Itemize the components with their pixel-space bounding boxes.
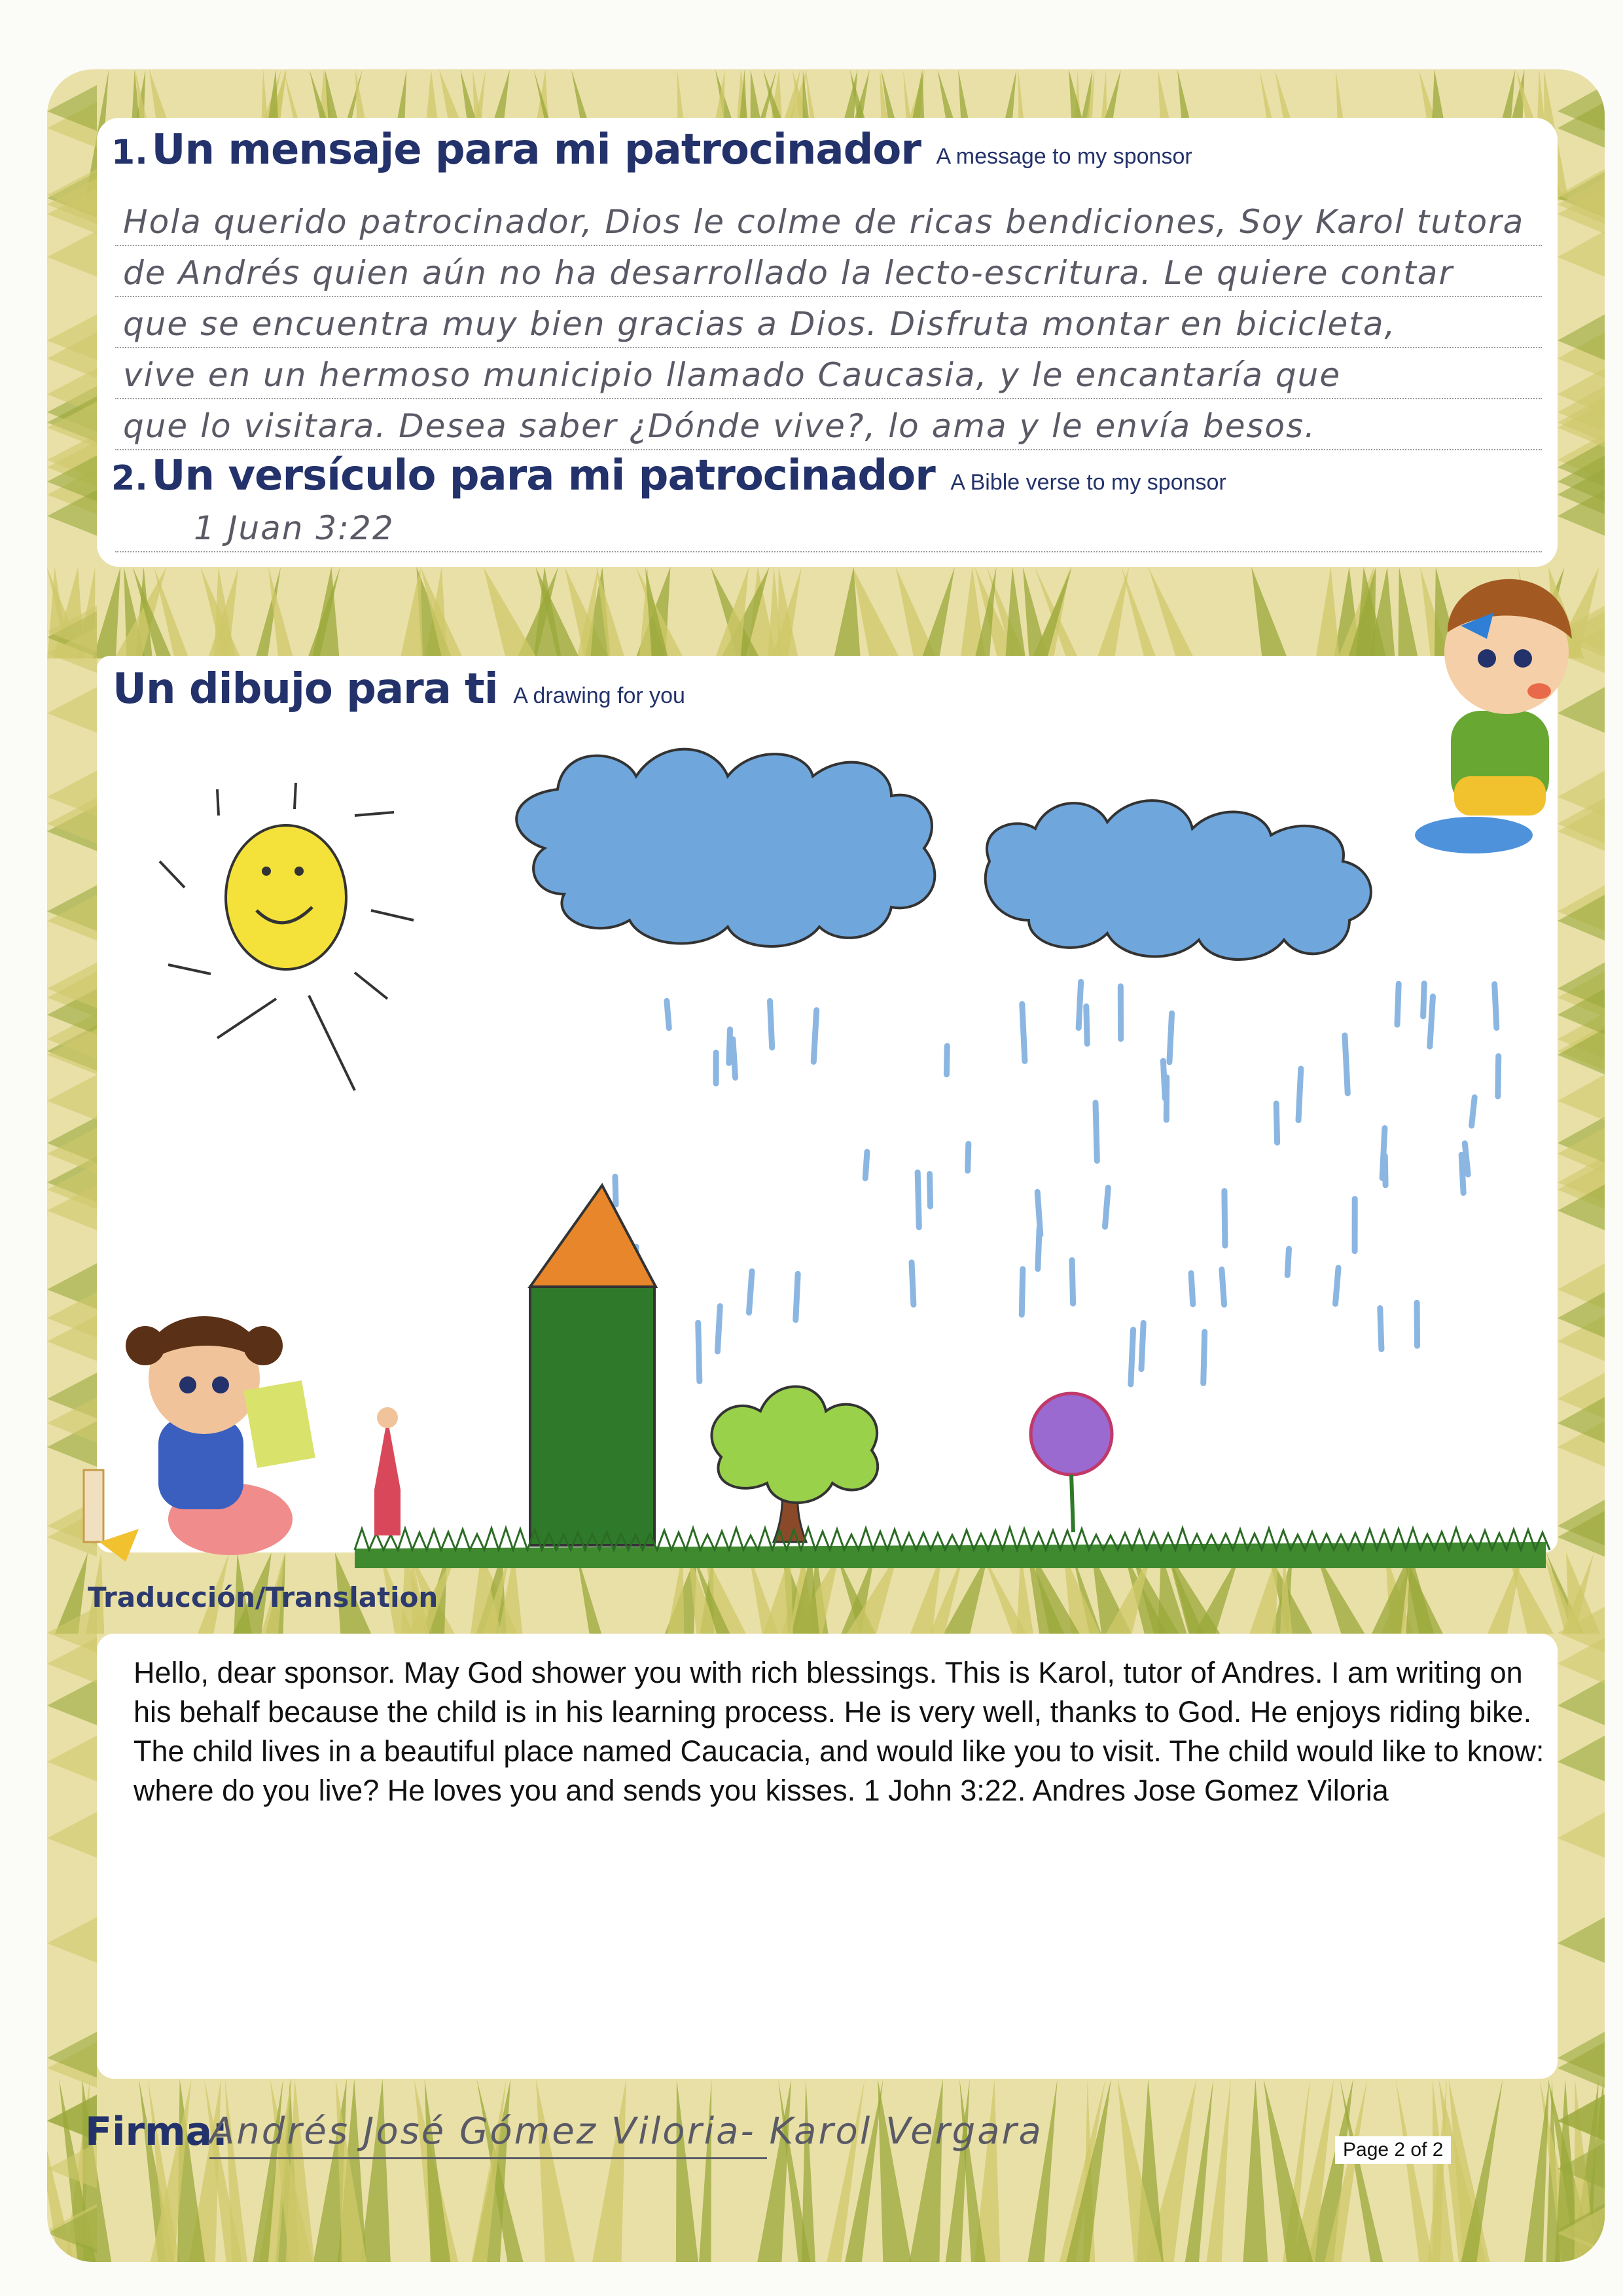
- rain-drop: [729, 1030, 730, 1063]
- rain-drop: [1461, 1155, 1463, 1193]
- rain-drop: [1222, 1270, 1224, 1305]
- verse-text: 1 Juan 3:22: [194, 509, 395, 547]
- rain-drop: [1096, 1103, 1097, 1161]
- message-title: Un mensaje para mi patrocinador: [151, 126, 921, 174]
- signature-line: [209, 2157, 767, 2159]
- child-drawing: [47, 69, 1605, 2262]
- handwritten-text: que lo visitara. Desea saber ¿Dónde vive?, lo ama y le envía besos.: [123, 407, 1317, 445]
- rain-drop: [1224, 1191, 1225, 1246]
- rain-drop: [1022, 1269, 1023, 1315]
- flower-drawing: [1031, 1393, 1112, 1532]
- rain-drop: [1169, 1013, 1172, 1062]
- rain-drop: [1276, 1103, 1277, 1143]
- signature-value: Andrés José Gómez Viloria- Karol Vergara: [209, 2110, 1043, 2153]
- handwritten-text: que se encuentra muy bien gracias a Dios. Disfruta montar en bicicleta,: [123, 305, 1397, 343]
- rain-drop: [1204, 1332, 1205, 1383]
- verse-subtitle: A Bible verse to my sponsor: [950, 470, 1226, 495]
- handwritten-text: Hola querido patrocinador, Dios le colme de ricas bendiciones, Soy Karol tutora: [123, 203, 1525, 241]
- boy-illustration: [1415, 579, 1572, 853]
- rain-drop: [796, 1274, 798, 1319]
- rain-drop: [968, 1144, 969, 1171]
- handwritten-text: vive en un hermoso municipio llamado Caucasia, y le encantaría que: [123, 356, 1342, 394]
- rain-drop: [918, 1172, 919, 1227]
- rain-drop: [1287, 1249, 1289, 1275]
- sun-drawing: [160, 783, 414, 1090]
- cloud-right-drawing: [986, 800, 1371, 960]
- rain-drop: [1423, 984, 1425, 1016]
- rain-drop: [1345, 1035, 1347, 1094]
- rain-drop: [1191, 1273, 1193, 1304]
- verse-number: 2.: [111, 459, 148, 498]
- rain-drop: [1072, 1260, 1073, 1303]
- rain-drop: [1141, 1323, 1143, 1369]
- rain-drop: [1495, 984, 1497, 1028]
- rain-drop: [1131, 1330, 1133, 1384]
- ground-grass-drawing: [355, 1528, 1550, 1568]
- rain-drop: [1465, 1143, 1468, 1175]
- message-subtitle: A message to my sponsor: [936, 144, 1192, 169]
- translation-label: Traducción/Translation: [88, 1581, 438, 1613]
- rain-drop: [1163, 1061, 1165, 1098]
- rain-drop: [930, 1174, 931, 1207]
- rain-drop: [1397, 984, 1399, 1024]
- tree-drawing: [711, 1387, 878, 1543]
- verse-title: Un versículo para mi patrocinador: [151, 452, 935, 500]
- rain-drop: [1336, 1268, 1339, 1304]
- rain-drop: [1022, 1004, 1025, 1061]
- cloud-left-drawing: [516, 749, 935, 946]
- rain-drop: [1380, 1308, 1382, 1350]
- rain-drop: [1472, 1098, 1475, 1126]
- drawing-subtitle: A drawing for you: [513, 683, 685, 708]
- page-frame: [47, 69, 1605, 2262]
- rain-drop: [1038, 1228, 1039, 1269]
- rain-drawing: [615, 982, 1499, 1384]
- rain-drop: [1105, 1188, 1108, 1227]
- translation-text: Hello, dear sponsor. May God shower you with rich blessings. This is Karol, tutor of Andres. I am writing on his behalf because the child is in his learning process. He is very well, thanks to God. He enjoys riding bike. The child lives in a beautiful place named Caucacia, and would like you to visit. The child would like to know: where do you live? He loves you and sends you kisses. 1 John 3:22. Andres Jose Gomez Viloria: [134, 1656, 1544, 1807]
- rain-drop: [770, 1001, 772, 1048]
- rain-drop: [667, 1001, 669, 1028]
- rain-drop: [1086, 1007, 1087, 1044]
- rain-drop: [749, 1271, 753, 1312]
- rain-drop: [615, 1177, 616, 1205]
- rain-drop: [813, 1010, 816, 1062]
- rain-drop: [717, 1306, 720, 1352]
- rain-drop: [946, 1046, 947, 1074]
- rain-drop: [865, 1152, 867, 1178]
- rain-drop: [733, 1039, 736, 1078]
- rain-drop: [698, 1323, 700, 1381]
- rain-drop: [1079, 982, 1080, 1028]
- page-number: Page 2 of 2: [1335, 2136, 1451, 2164]
- girl-illustration: [84, 1316, 401, 1562]
- rain-drop: [1298, 1069, 1301, 1121]
- message-number: 1.: [111, 133, 148, 172]
- signature-label: Firma:: [85, 2109, 228, 2155]
- handwritten-text: de Andrés quien aún no ha desarrollado la lecto-escritura. Le quiere contar: [123, 254, 1454, 292]
- house-drawing: [530, 1185, 656, 1545]
- drawing-title: Un dibujo para ti: [113, 665, 498, 713]
- rain-drop: [1430, 997, 1433, 1047]
- rain-drop: [1498, 1056, 1499, 1096]
- rain-drop: [912, 1263, 914, 1304]
